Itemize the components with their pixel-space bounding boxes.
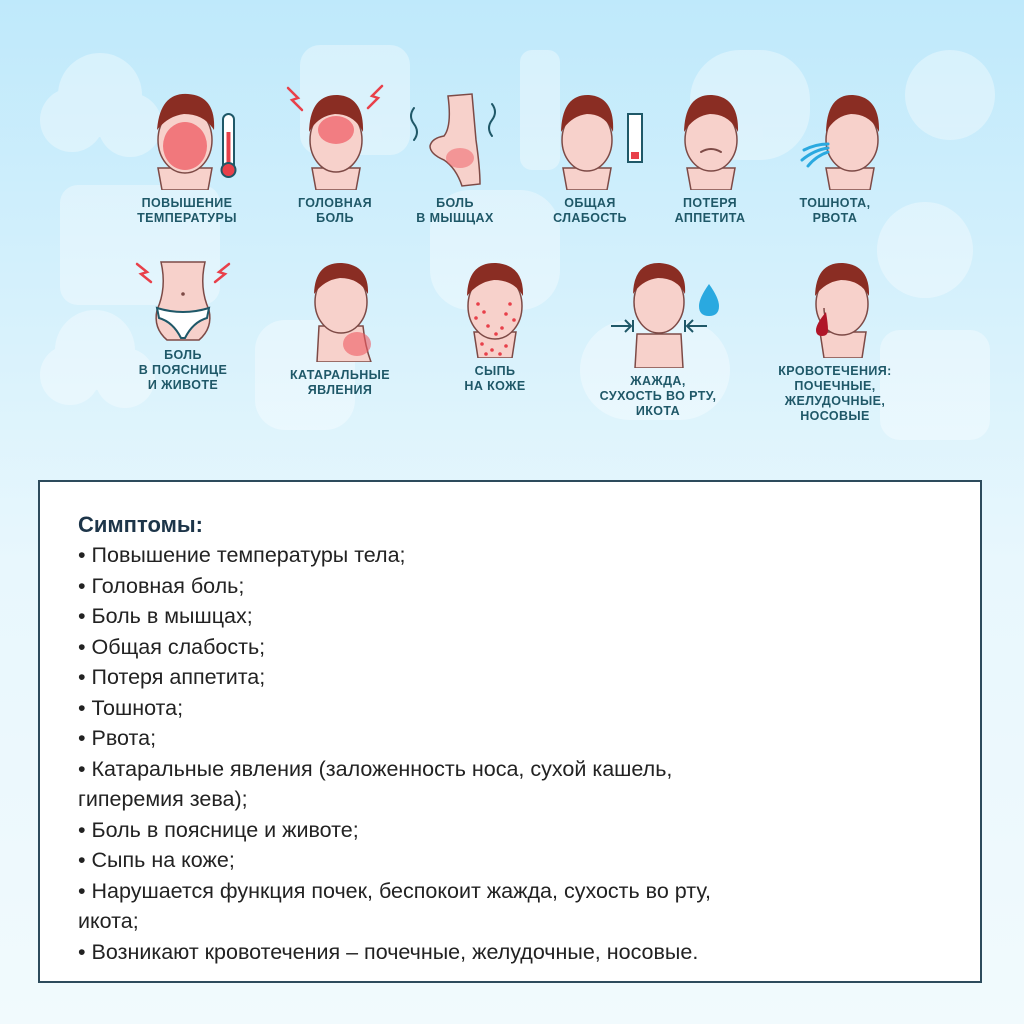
symptoms-list <box>78 540 942 967</box>
abdomen-pain-icon <box>123 258 243 342</box>
icon-cell-bleeding <box>760 262 910 424</box>
symptom-item: • Общая слабость; <box>78 634 266 659</box>
symptom-item: • Возникают кровотечения – почечные, желудочные, носовые. <box>78 939 699 964</box>
icon-cell-back-pain <box>108 258 258 393</box>
weakness-face-icon <box>535 88 645 190</box>
icon-label-nausea: ТОШНОТА, РВОТА <box>799 196 871 225</box>
symptom-item: • Сыпь на коже; <box>78 848 235 872</box>
icon-label-catarrhal: КАТАРАЛЬНЫЕ ЯВЛЕНИЯ <box>289 368 391 397</box>
headache-face-icon <box>280 80 390 190</box>
fever-face-icon <box>132 88 242 190</box>
icon-cell-rash <box>420 262 570 394</box>
symptom-item: • Нарушается функция почек, беспокоит жажда, сухость во рту, <box>78 878 711 903</box>
symptom-item: • Катаральные явления (заложенность носа, сухой кашель, <box>78 756 673 781</box>
symptom-item: • Головная боль; <box>78 573 245 598</box>
symptoms-title: Симптомы: <box>78 512 203 537</box>
throat-face-icon <box>285 262 395 362</box>
icon-cell-catarrhal <box>265 262 415 398</box>
symptom-item: • Боль в мышцах; <box>78 604 253 628</box>
nausea-face-icon <box>780 88 890 190</box>
symptom-item: • Боль в пояснице и животе; <box>78 817 359 842</box>
icon-cell-muscle-pain <box>380 88 530 226</box>
icon-label-thirst: ЖАЖДА, СУХОСТЬ ВО РТУ, ИКОТА <box>599 374 717 418</box>
icon-cell-thirst <box>583 262 733 419</box>
rash-face-icon <box>440 262 550 358</box>
symptom-item: • Потеря аппетита; <box>78 665 266 689</box>
icon-label-back-pain: БОЛЬ В ПОЯСНИЦЕ И ЖИВОТЕ <box>138 348 228 392</box>
icon-label-rash: СЫПЬ НА КОЖЕ <box>464 364 526 393</box>
appetite-loss-face-icon <box>655 88 765 190</box>
symptom-item-continuation: икота; <box>78 909 139 933</box>
bleeding-face-icon <box>780 262 890 358</box>
icon-label-headache: ГОЛОВНАЯ БОЛЬ <box>297 196 373 225</box>
icon-label-appetite: ПОТЕРЯ АППЕТИТА <box>674 196 746 225</box>
icon-cell-fever <box>112 88 262 226</box>
symptom-icons-grid <box>0 0 1024 470</box>
symptom-item: • Тошнота; <box>78 695 184 720</box>
leg-pain-icon <box>400 88 510 190</box>
symptoms-panel <box>38 480 982 983</box>
icon-label-bleeding: КРОВОТЕЧЕНИЯ: ПОЧЕЧНЫЕ, ЖЕЛУДОЧНЫЕ, НОСОВЫЕ <box>778 364 892 423</box>
symptom-item-continuation: гиперемия зева); <box>78 787 248 811</box>
thirst-face-icon <box>593 262 723 368</box>
symptom-item: • Рвота; <box>78 726 157 750</box>
icon-label-weakness: ОБЩАЯ СЛАБОСТЬ <box>553 196 627 225</box>
icon-label-muscle-pain: БОЛЬ В МЫШЦАХ <box>416 196 494 225</box>
symptom-item: • Повышение температуры тела; <box>78 543 406 567</box>
icon-cell-nausea <box>760 88 910 226</box>
icon-label-fever: ПОВЫШЕНИЕ ТЕМПЕРАТУРЫ <box>137 196 237 225</box>
